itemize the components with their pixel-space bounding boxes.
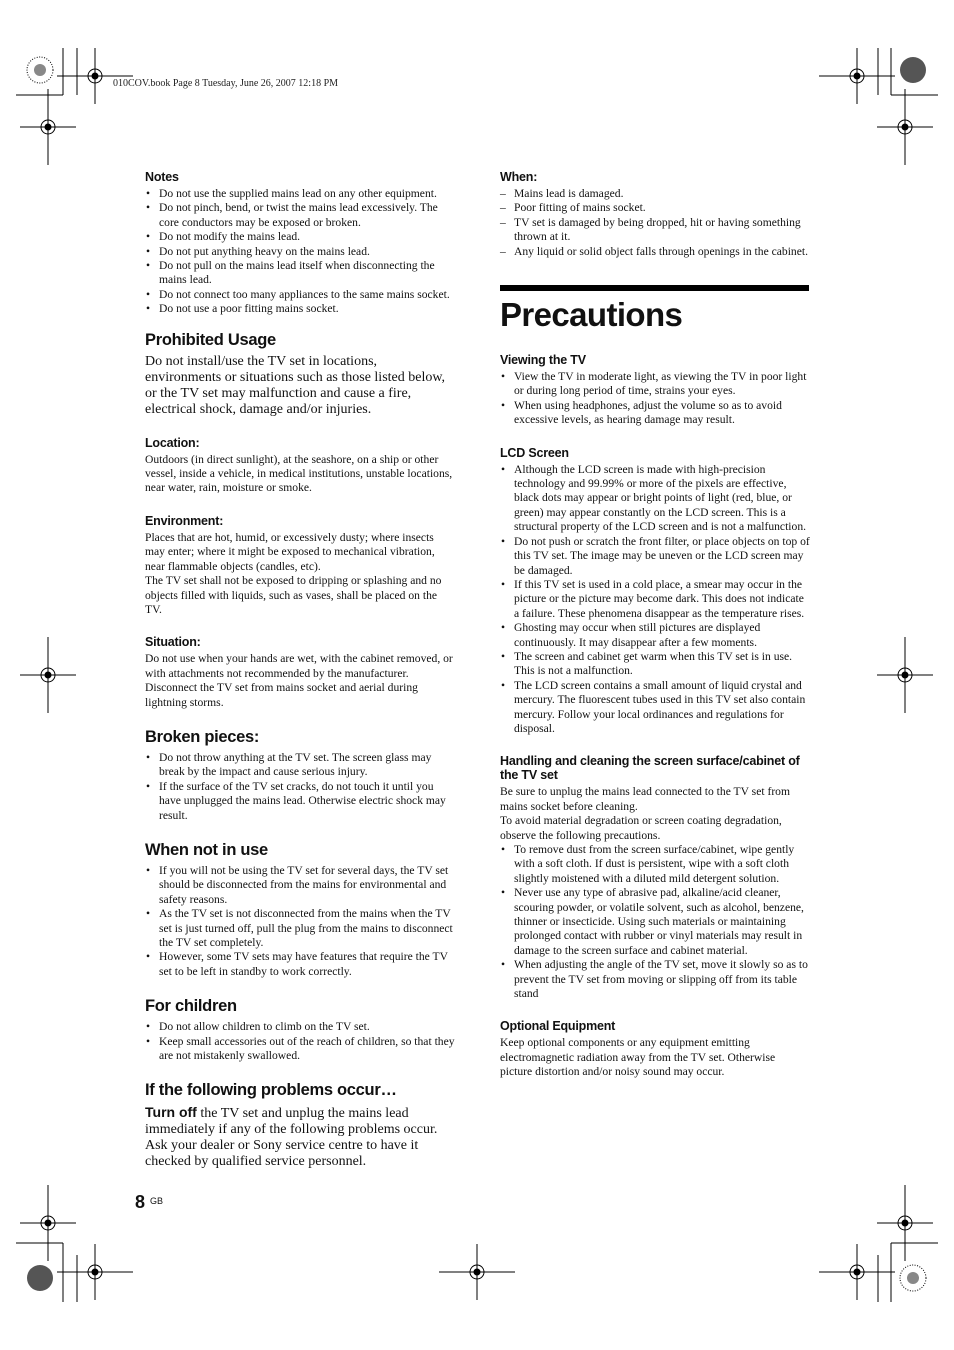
lcd-screen-heading: LCD Screen (500, 445, 569, 460)
notes-heading: Notes (145, 170, 179, 184)
viewing-tv-list (500, 370, 810, 428)
list-item: – Any liquid or solid object falls through openings in the cabinet. (500, 245, 810, 259)
left-column (145, 170, 455, 1170)
list-item: • Do not use a poor fitting mains socket. (145, 302, 455, 316)
list-item: • If the surface of the TV set cracks, do not touch it until you have unplugged the mains lead. Otherwise electric shock may result. (145, 780, 455, 823)
for-children-heading: For children (145, 997, 237, 1016)
environment-heading: Environment: (145, 513, 224, 528)
page-number: 8 (135, 1192, 146, 1212)
lcd-screen-list (500, 463, 810, 737)
when-heading: When: (500, 170, 538, 184)
list-item: • Do not pinch, bend, or twist the mains lead excessively. The core conductors may be exposed or broken. (145, 201, 455, 230)
list-item: • Do not connect too many appliances to the same mains socket. (145, 288, 455, 302)
page-suffix: GB (150, 1196, 164, 1206)
when-not-in-use-heading: When not in use (145, 840, 268, 859)
for-children-list (145, 1020, 455, 1063)
list-item: – TV set is damaged by being dropped, hit or having something thrown at it. (500, 216, 810, 245)
list-item: • Do not modify the mains lead. (145, 230, 455, 244)
list-item: • Ghosting may occur when still pictures are displayed continuously. It may disappear after a few moments. (500, 621, 810, 650)
cleaning-intro-2: To avoid material degradation or screen coating degradation, observe the following precautions. (500, 814, 782, 842)
title-rule (500, 285, 809, 291)
optional-equipment-heading: Optional Equipment (500, 1019, 616, 1034)
situation-heading: Situation: (145, 635, 201, 650)
list-item: – Poor fitting of mains socket. (500, 201, 810, 215)
situation-text: Do not use when your hands are wet, with the cabinet removed, or with attachments not recommended by the manufacturer. Disconnect the TV set from mains socket and aerial during lightning storms. (145, 652, 453, 709)
list-item: • Keep small accessories out of the reach of children, so that they are not mistakenly swallowed. (145, 1035, 455, 1064)
list-item: • If you will not be using the TV set for several days, the TV set should be disconnected from the mains for environmental and safety reasons. (145, 864, 455, 907)
broken-pieces-list (145, 751, 455, 823)
list-item: • Although the LCD screen is made with high-precision technology and 99.99% or more of the pixels are effective, black dots may appear or bright points of light (red, blue, or green) may appear constantly on the LCD screen. This is a structural property of the LCD screen and is not a malfunction. (500, 463, 810, 535)
file-info-header: 010COV.book Page 8 Tuesday, June 26, 2007 12:18 PM (113, 78, 339, 89)
list-item: • The LCD screen contains a small amount of liquid crystal and mercury. The fluorescent tubes used in this TV set also contain mercury. Follow your local ordinances and regulations for disposal. (500, 679, 810, 737)
list-item: • The screen and cabinet get warm when this TV set is in use. This is not a malfunction. (500, 650, 810, 679)
broken-pieces-heading: Broken pieces: (145, 727, 260, 746)
cleaning-list (500, 843, 810, 1001)
list-item: • When using headphones, adjust the volume so as to avoid excessive levels, as hearing damage may result. (500, 399, 810, 428)
problems-text (145, 1104, 455, 1170)
problems-heading: If the following problems occur… (145, 1081, 397, 1100)
when-list (500, 187, 810, 259)
list-item: • As the TV set is not disconnected from the mains when the TV set is just turned off, pull the plug from the mains to disconnect the TV set completely. (145, 907, 455, 950)
prohibited-usage-heading: Prohibited Usage (145, 330, 276, 349)
list-item: • Do not throw anything at the TV set. The screen glass may break by the impact and cause serious injury. (145, 751, 455, 780)
page-title: Precautions (500, 296, 683, 334)
location-heading: Location: (145, 435, 200, 450)
list-item: • Do not push or scratch the front filter, or place objects on top of this TV set. The image may be uneven or the LCD screen may be damaged. (500, 535, 810, 578)
list-item: • When adjusting the angle of the TV set, move it slowly so as to prevent the TV set from moving or slipping off from its table stand (500, 958, 810, 1001)
list-item: • Never use any type of abrasive pad, alkaline/acid cleaner, scouring powder, or volatile solvent, such as alcohol, benzene, thinner or insecticide. Using such materials or maintaining prolonged contact with rubber or vinyl materials may result in damage to the screen surface and cabinet material. (500, 886, 810, 958)
list-item: • Do not use the supplied mains lead on any other equipment. (145, 187, 455, 201)
when-not-in-use-list (145, 864, 455, 979)
problems-body: the TV set and unplug the mains lead immediately if any of the following problems occur. Ask your dealer or Sony service centre to have it checked by qualified service personnel. (145, 1106, 438, 1170)
list-item: • Do not pull on the mains lead itself when disconnecting the mains lead. (145, 259, 455, 288)
list-item: • To remove dust from the screen surface/cabinet, wipe gently with a soft cloth. If dust is persistent, wipe with a soft cloth slightly moistened with a diluted mild detergent solution. (500, 843, 810, 886)
cleaning-heading: Handling and cleaning the screen surface/cabinet of the TV set (500, 754, 800, 783)
list-item: – Mains lead is damaged. (500, 187, 810, 201)
list-item: • However, some TV sets may have features that require the TV set to be left in standby to work correctly. (145, 950, 455, 979)
notes-list (145, 187, 455, 317)
cleaning-intro: Be sure to unplug the mains lead connected to the TV set from mains socket before cleaning. (500, 785, 790, 813)
location-text: Outdoors (in direct sunlight), at the seashore, on a ship or other vessel, inside a vehicle, in medical institutions, unstable locations, near water, rain, moisture or smoke. (145, 452, 453, 495)
environment-text-2: The TV set shall not be exposed to dripping or splashing and no objects filled with liquids, such as vases, shall be placed on the TV. (145, 574, 442, 616)
prohibited-usage-intro: Do not install/use the TV set in locations, environments or situations such as those listed below, or the TV set may malfunction and cause a fire, electrical shock, damage and/or injuries. (145, 353, 446, 417)
viewing-tv-heading: Viewing the TV (500, 353, 586, 368)
right-column (500, 170, 810, 1080)
environment-text: Places that are hot, humid, or excessively dusty; where insects may enter; where it might be exposed to mechanical vibration, near flammable objects (candles, etc). (145, 530, 435, 573)
optional-equipment-text: Keep optional components or any equipment emitting electromagnetic radiation away from the TV set. Otherwise picture distortion and/or noisy sound may occur. (500, 1036, 776, 1079)
list-item: • View the TV in moderate light, as viewing the TV in poor light or during long period of time, strains your eyes. (500, 370, 810, 399)
list-item: • Do not put anything heavy on the mains lead. (145, 245, 455, 259)
turn-off-label: Turn off (145, 1104, 197, 1121)
list-item: • If this TV set is used in a cold place, a smear may occur in the picture or the picture may become dark. This does not indicate a failure. These phenomena disappear as the temperature rises. (500, 578, 810, 621)
list-item: • Do not allow children to climb on the TV set. (145, 1020, 455, 1034)
